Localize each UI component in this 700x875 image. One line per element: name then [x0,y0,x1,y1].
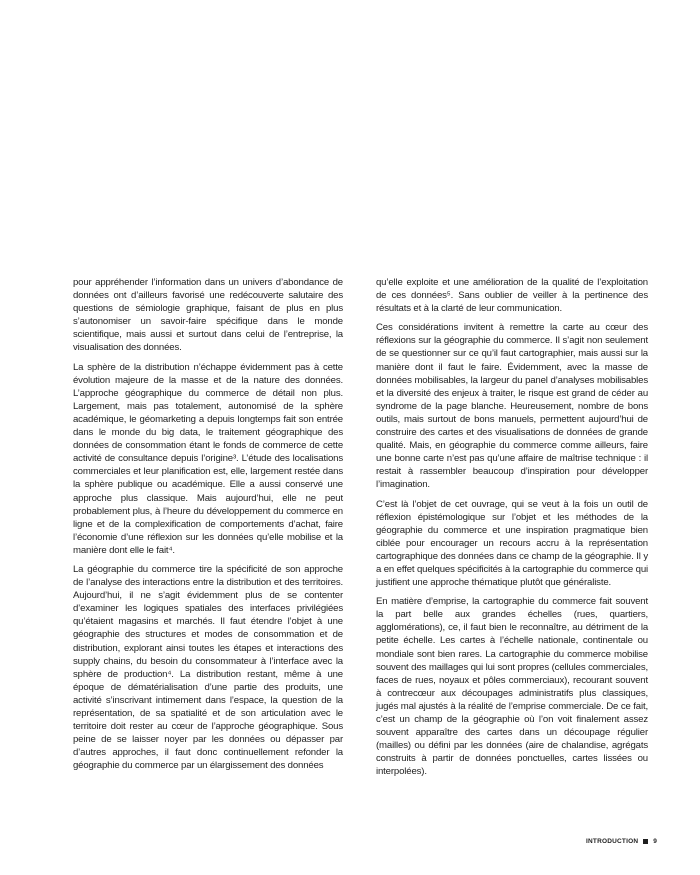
square-separator-icon [643,839,648,844]
footer-section-title: INTRODUCTION [586,838,639,845]
page-footer [586,838,657,845]
page-number: 9 [653,838,658,845]
paragraph: pour appréhender l’information dans un univers d’abondance de données ont d’ailleurs favorisé une redécouverte salutaire des questions de sémiologie graphique, faisant de plus en plus s’autonomiser un savoir-faire spécifique dans le monde scientifique, mais aussi et surtout dans celui de l’entreprise, la visualisation des données. [73,277,343,354]
paragraph: La géographie du commerce tire la spécificité de son approche de l’analyse des interactions entre la distribution et des territoires. Aujourd’hui, il ne s’agit évidemment plus de se contenter d’examiner les logiques spatiales des interfaces privilégiées qu’étaient magasins et marchés. Il faut étendre l’objet à une géographie des structures et modes de consommation et de distribution, explorant ainsi toutes les étapes et interactions des supply chains, du besoin du consommateur à l’interface avec la sphère de production⁴. La distribution restant, même à une époque de dématérialisation d’une partie des produits, une activité s’inscrivant intimement dans l’espace, la question de la représentation, de sa spatialité et de son articulation avec le territoire doit rester au cœur de l’approche géographique. Sous peine de se laisser noyer par les données ou dépasser par d’autres approches, il faut donc continuellement refonder la géographie du commerce par un élargissement des données [73,563,343,772]
paragraph: Ces considérations invitent à remettre la carte au cœur des réflexions sur la géographie du commerce. Il s’agit non seulement de se questionner sur ce qu’il faut cartographier, mais aussi sur la manière dont il faut le faire. Évidemment, avec la masse de données mobilisables, la largeur du panel d’analyses mobilisables et la diversité des enjeux à traiter, le risque est grand de céder au syndrome de la page blanche. Heureusement, nombre de bons outils, mais surtout de bons manuels, permettent aujourd’hui de construire des cartes et des visualisations de données de grande qualité. Mais, en géographie du commerce comme ailleurs, faire une bonne carte n’est pas qu’une affaire de maîtrise technique : il restait à rassembler beaucoup d’inspiration pour développer l’imagination. [376,322,648,491]
paragraph: qu’elle exploite et une amélioration de la qualité de l’exploitation de ces données⁵. Sans oublier de veiller à la pertinence des résultats et à la clarté de leur communication. [376,277,648,315]
paragraph: La sphère de la distribution n’échappe évidemment pas à cette évolution majeure de la masse et de la nature des données. L’approche géographique du commerce de détail non plus. Largement, mais pas totalement, autonomisé de la sphère académique, le géomarketing a depuis longtemps fait son entrée dans le monde du big data, le traitement géographique des données de consommation étant le fonds de commerce de cette activité de consultance depuis l’origine³. L’étude des localisations commerciales et leur planification est, elle, largement restée dans la sphère publique ou académique. Elle a aussi conservé une approche plus classique. Mais aujourd’hui, elle ne peut probablement plus, à l’heure du développement du commerce en ligne et de la complexification de comportements d’achat, faire l’économie d’une réflexion sur les données qu’elle mobilise et la manière dont elle le fait⁴. [73,361,343,556]
paragraph: C’est là l’objet de cet ouvrage, qui se veut à la fois un outil de réflexion épistémologique sur l’objet et les méthodes de la géographie du commerce et une inspiration pragmatique bien ciblée pour encourager un recours accru à la représentation cartographique des données dans ce champ de la géographie. Il y a en effet quelques spécificités à la cartographie du commerce qui justifient une approche thématique plutôt que généraliste. [376,498,648,589]
right-text-column [376,276,648,784]
paragraph: En matière d’emprise, la cartographie du commerce fait souvent la part belle aux grandes échelles (rues, quartiers, agglomérations), ce, il faut bien le reconnaître, au détriment de la petite échelle. Les cartes à l’échelle nationale, continentale ou mondiale sont bien rares. La cartographie du commerce mobilise souvent des maillages qui lui sont propres (cellules commerciales, faces de rues, noyaux et pôles commerciaux), recourant souvent à contrecœur aux découpages administratifs plus classiques, jugés mal ajustés à la réalité de l’emprise commerciale. De ce fait, c’est un champ de la géographie où l’on voit finalement assez souvent apparaître des cartes dans un découpage régulier (mailles) ou défini par les données (aire de chalandise, agrégats construits à partir de données ponctuelles, cartes lissées ou interpolées). [376,596,648,778]
left-text-column [73,276,343,778]
